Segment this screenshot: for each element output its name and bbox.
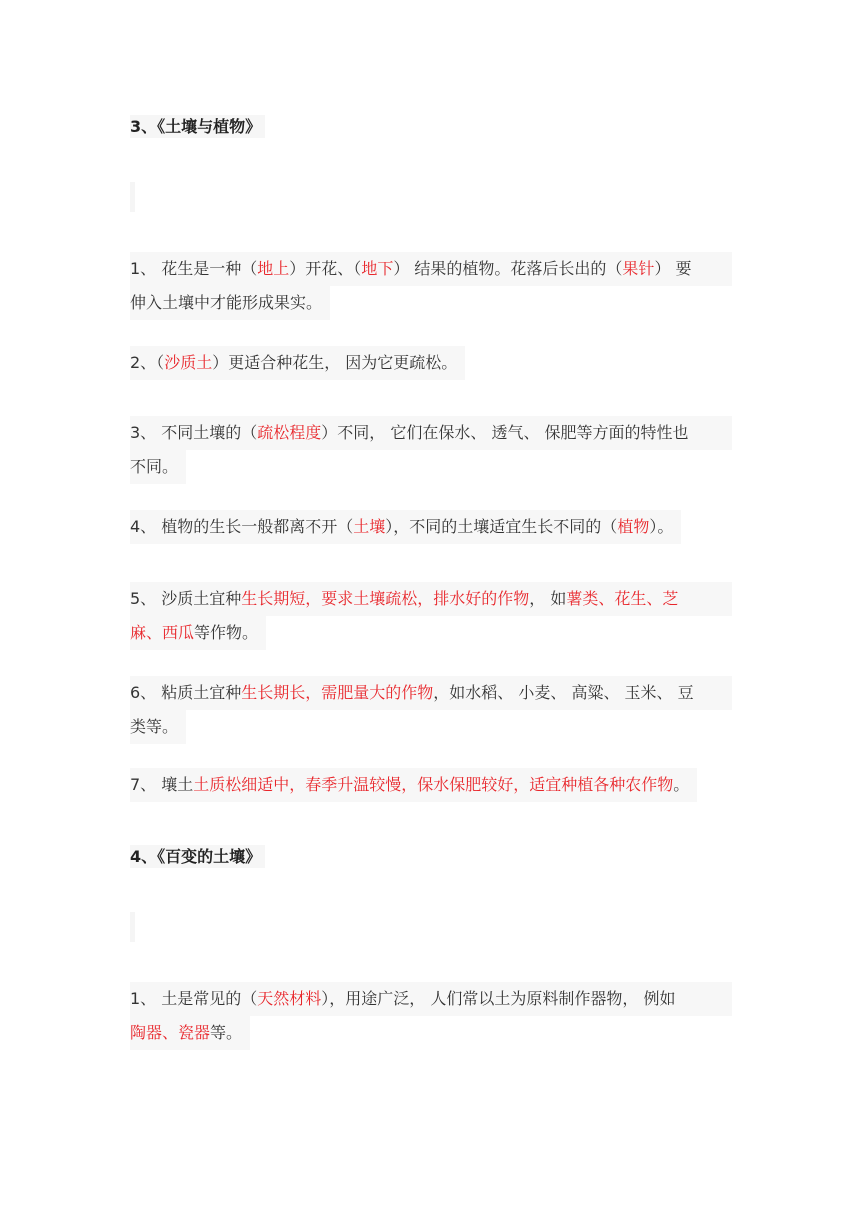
answer-text: 地下: [361, 259, 394, 278]
body-text: 7、 壤土: [130, 775, 194, 794]
answer-text: 麻、西瓜: [130, 623, 195, 642]
text-line: [130, 1016, 250, 1050]
body-text: 。: [673, 775, 690, 794]
answer-text: 植物: [617, 517, 650, 536]
text-line: [130, 510, 681, 544]
body-text: 5、 沙质土宜种: [130, 589, 242, 608]
body-text: ） 要: [654, 259, 692, 278]
answer-text: 生长期短，要求土壤疏松，排水好的作物: [241, 589, 530, 608]
answer-text: 土质松细适中，春季升温较慢，保水保肥较好，适宜种植各种农作物: [193, 775, 674, 794]
text-line: [130, 450, 186, 484]
quote-bar: [130, 182, 135, 212]
answer-text: 天然材料: [257, 989, 322, 1008]
s3-item-1: [130, 252, 732, 320]
body-text: ）。: [649, 517, 674, 536]
section-4-heading: [130, 844, 732, 870]
answer-text: 疏松程度: [257, 423, 322, 442]
body-text: ， 如: [529, 589, 567, 608]
s3-item-6: [130, 676, 732, 744]
text-line: [130, 768, 697, 802]
body-text: 类等。: [130, 717, 179, 736]
body-text: 4、 植物的生长一般都离不开（: [130, 517, 354, 536]
section-4-title: 4、《百变的土壤》: [130, 845, 265, 868]
body-text: ），用途广泛， 人们常以土为原料制作器物， 例如: [321, 989, 676, 1008]
s3-item-4: [130, 510, 732, 544]
body-text: ）不同， 它们在保水、 透气、 保肥等方面的特性也: [321, 423, 689, 442]
quote-bar: [130, 912, 135, 942]
body-text: 3、 不同土壤的（: [130, 423, 258, 442]
text-line: [130, 416, 732, 450]
body-text: 等。: [210, 1023, 243, 1042]
answer-text: 生长期长，需肥量大的作物: [241, 683, 434, 702]
body-text: ），不同的土壤适宜生长不同的（: [385, 517, 618, 536]
text-line: [130, 710, 186, 744]
section-3-heading: [130, 114, 732, 140]
body-text: ）更适合种花生， 因为它更疏松。: [212, 353, 458, 372]
s4-item-1: [130, 982, 732, 1050]
text-line: [130, 582, 732, 616]
answer-text: 土壤: [353, 517, 386, 536]
body-text: 2、（: [130, 353, 165, 372]
body-text: 不同。: [130, 457, 179, 476]
body-text: 伸入土壤中才能形成果实。: [130, 293, 323, 312]
section-3-title: 3、《土壤与植物》: [130, 115, 265, 138]
body-text: ）开花、（: [289, 259, 362, 278]
answer-text: 地上: [257, 259, 290, 278]
answer-text: 薯类、花生、芝: [566, 589, 679, 608]
body-text: 等作物。: [194, 623, 259, 642]
text-line: [130, 252, 732, 286]
body-text: 1、 花生是一种（: [130, 259, 258, 278]
s3-item-2: [130, 346, 732, 380]
body-text: 1、 土是常见的（: [130, 989, 258, 1008]
text-line: [130, 676, 732, 710]
answer-text: 果针: [622, 259, 655, 278]
s3-item-7: [130, 768, 732, 802]
text-line: [130, 346, 465, 380]
body-text: ，如水稻、 小麦、 高粱、 玉米、 豆: [433, 683, 694, 702]
body-text: ） 结果的植物。花落后长出的（: [393, 259, 623, 278]
body-text: 6、 粘质土宜种: [130, 683, 242, 702]
answer-text: 沙质土: [164, 353, 213, 372]
answer-text: 陶器、瓷器: [130, 1023, 211, 1042]
s3-item-3: [130, 416, 732, 484]
s3-item-5: [130, 582, 732, 650]
text-line: [130, 286, 330, 320]
text-line: [130, 616, 266, 650]
text-line: [130, 982, 732, 1016]
